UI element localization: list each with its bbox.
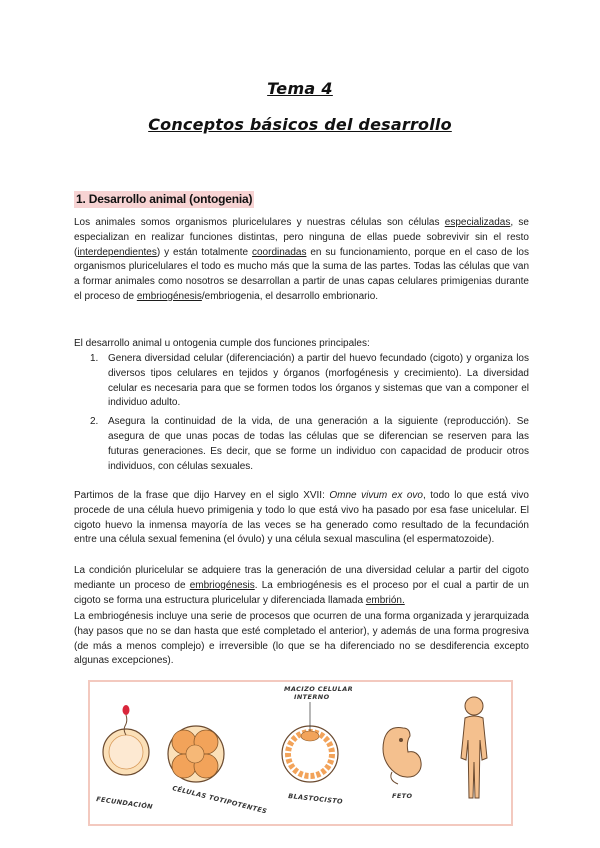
label-fecundacion: FECUNDACIÓN: [95, 795, 154, 811]
label-feto: FETO: [392, 792, 413, 800]
paragraph-intro: Los animales somos organismos pluricelulares y nuestras células son células especializadas, se especializan en realizar funciones distintas, pero ninguna de ellas puede sobrevivir sin el resto (interdependientes) y están totalmente coordinadas en su funcionamiento, porque en el caso de los organismos pluricelulares el todo es mucho más que la suma de las partes. Todas las células que van a formar animales como nosotros se desarrollan a partir de unas capas celulares primigenias durante el proceso de embriogénesis/embriogenia, el desarrollo embrionario.: [74, 217, 529, 302]
label-totipotentes: CÉLULAS TOTIPOTENTES: [171, 784, 268, 816]
paragraph-pluricelular: La condición pluricelular se adquiere tras la generación de una diversidad celular a partir del cigoto mediante un proceso de embriogénesis. La embriogénesis es el proceso por el cual a partir de un cigoto se forma una estructura pluricelular y diferenciada llamada embrión.: [74, 565, 529, 606]
label-macizo-2: INTERNO: [294, 693, 330, 701]
page-subtitle: Conceptos básicos del desarrollo: [148, 115, 452, 134]
paragraph-harvey: Partimos de la frase que dijo Harvey en el siglo XVII: Omne vivum ex ovo, todo lo que está vivo procede de una célula huevo primigenia y todo lo que está vivo ha pasado por esa fase unicelular. El cigoto huevo la inmensa mayoría de las veces se ha generado como resultado de la fecundación entre una célula sexual femenina (el óvulo) y una célula sexual masculina (el espermatozoide).: [74, 490, 529, 546]
section-heading: 1. Desarrollo animal (ontogenia): [76, 192, 253, 206]
page-title: Tema 4: [267, 79, 333, 98]
totipotent-cells-illustration: [168, 726, 224, 782]
paragraph-functions: El desarrollo animal u ontogenia cumple dos funciones principales:: [74, 338, 370, 349]
list-item: 2. Asegura la continuidad de la vida, de una generación a la siguiente (reproducción). Se asegura de que unas pocas de todas las células que se diferencian se reserven para las futuras generaciones. Es decir, que se forme un individuo con capacidad de producir otros individuos, con células sexuales.: [90, 416, 529, 472]
functions-list: [74, 352, 529, 478]
label-blastocisto: BLASTOCISTO: [287, 792, 344, 806]
list-item: 1. Genera diversidad celular (diferenciación) a partir del huevo fecundado (cigoto) y organiza los diversos tipos celulares en tejidos y órganos (morfogénesis y crecimiento). La diversidad celular es necesaria para que se formen todos los órganos y sistemas que van a componer el individuo adulto.: [90, 353, 529, 409]
embryo-development-figure: [88, 680, 513, 826]
label-macizo-1: MACIZO CELULAR: [284, 685, 354, 693]
paragraph-embriogenesis: La embriogénesis incluye una serie de procesos que ocurren de una forma organizada y jerarquizada (hay pasos que no se dan hasta que esté completado el anterior), y además de una forma progresiva (de más a menos complejo) e irreversible (lo que se ha diferenciado no se desdiferencia excepto algunas excepciones).: [74, 611, 529, 667]
